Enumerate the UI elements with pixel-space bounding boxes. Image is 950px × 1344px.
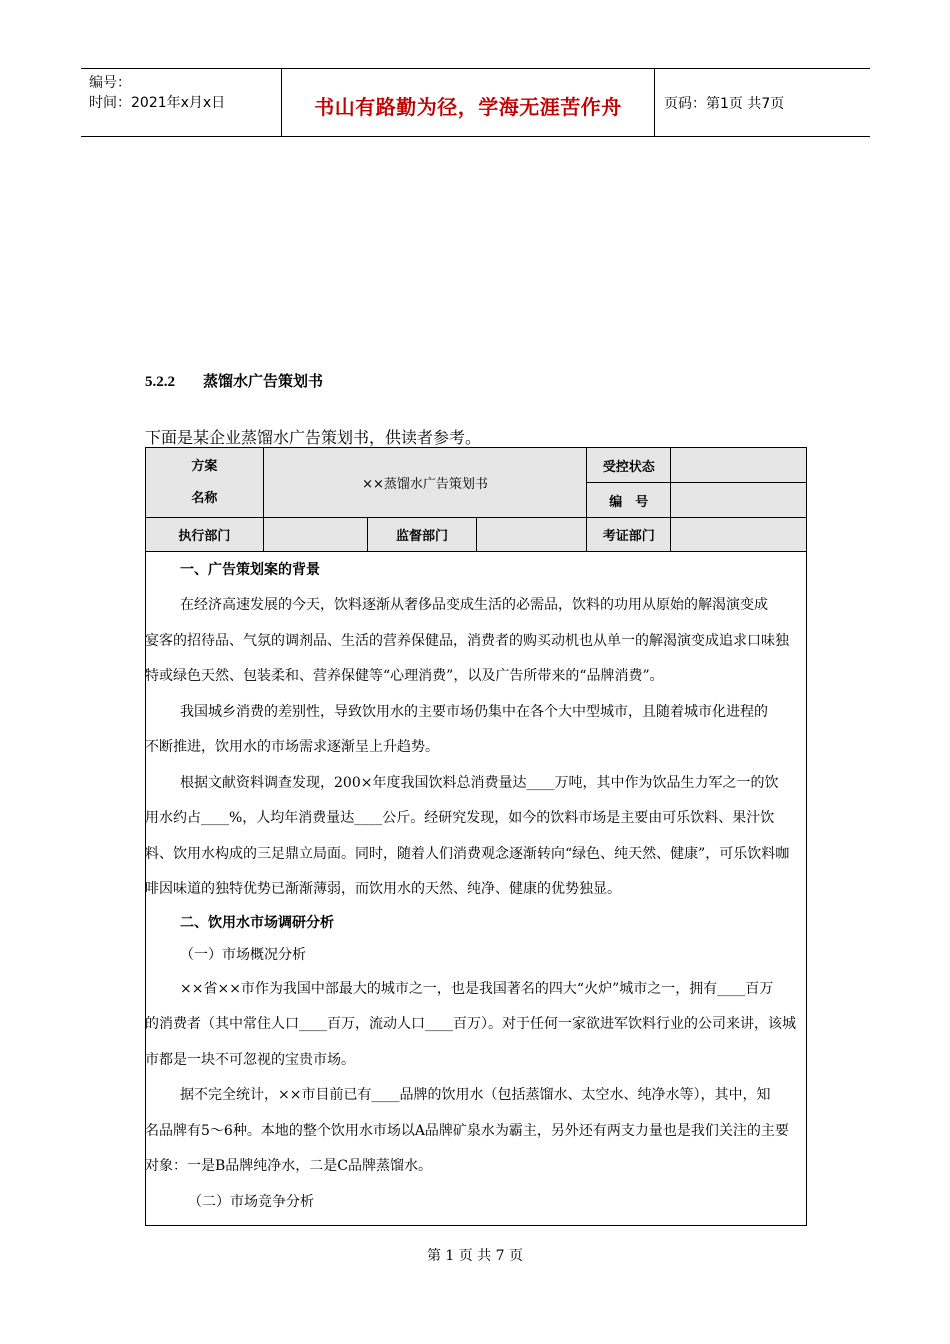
paragraph-1-rest: 宴客的招待品、气氛的调剂品、生活的营养保健品，消费者的购买动机也从单一的解渴演变成追求口味独特或绿色天然、包装柔和、营养保健等“心理消费”，以及广告所带来的“品牌消费”。	[145, 632, 789, 684]
subheading-competition: （二）市场竞争分析	[188, 1193, 314, 1210]
paragraph-3	[145, 766, 802, 908]
plan-content	[145, 556, 802, 1219]
time-label: 时间：2021年x月x日	[89, 95, 226, 111]
header-page-label: 页码：第1页 共7页	[664, 96, 785, 112]
control-status-value	[671, 448, 807, 483]
section-title: 蒸馏水广告策划书	[203, 372, 324, 390]
supervise-dept-label: 监督部门	[367, 518, 477, 552]
control-status-label: 受控状态	[587, 448, 671, 483]
paragraph-5	[145, 1078, 802, 1185]
page-header	[81, 68, 870, 137]
supervise-dept-value	[477, 518, 587, 552]
paragraph-2	[145, 695, 802, 766]
section-heading	[145, 370, 323, 391]
header-meta	[89, 73, 225, 113]
paragraph-1-first-line: 在经济高速发展的今天，饮料逐渐从奢侈品变成生活的必需品，饮料的功用从原始的解渴演变成	[180, 597, 768, 613]
exec-dept-label: 执行部门	[146, 518, 264, 552]
header-divider	[654, 69, 655, 136]
paragraph-3-first-line: 根据文献资料调查发现，200×年度我国饮料总消费量达____万吨，其中作为饮品生力军之一的饮	[180, 774, 779, 791]
exec-dept-value	[263, 518, 367, 552]
paragraph-4-first-line: ××省××市作为我国中部最大的城市之一，也是我国著名的四大“火炉”城市之一，拥有____百万	[180, 980, 774, 997]
section-number: 5.2.2	[145, 374, 175, 390]
plan-label-1: 方案	[191, 458, 218, 474]
heading-background: 一、广告策划案的背景	[180, 562, 320, 578]
paragraph-1	[145, 588, 802, 695]
number-label: 编 号	[587, 483, 671, 518]
paragraph-5-rest: 名品牌有5～6种。本地的整个饮用水市场以A品牌矿泉水为霸主，另外还有两支力量也是我们关注的主要对象：一是B品牌纯净水，二是C品牌蒸馏水。	[145, 1122, 789, 1174]
intro-text: 下面是某企业蒸馏水广告策划书，供读者参考。	[145, 428, 482, 447]
verify-dept-value	[671, 518, 807, 552]
subheading-overview: （一）市场概况分析	[180, 946, 306, 963]
paragraph-4-rest: 的消费者（其中常住人口____百万，流动人口____百万）。对于任何一家欲进军饮料行业的公司来讲，该城市都是一块不可忽视的宝贵市场。	[145, 1016, 796, 1068]
paragraph-2-first-line: 我国城乡消费的差别性，导致饮用水的主要市场仍集中在各个大中型城市，且随着城市化进程的	[180, 703, 768, 720]
page-footer: 第 1 页 共 7 页	[426, 1248, 524, 1264]
header-motto: 书山有路勤为径，学海无涯苦作舟	[314, 95, 622, 119]
plan-name-value: ××蒸馏水广告策划书	[263, 448, 586, 518]
code-label: 编号：	[89, 75, 131, 91]
plan-name-label-cell	[146, 448, 264, 518]
plan-meta-table	[145, 447, 807, 552]
heading-market-analysis: 二、饮用水市场调研分析	[180, 914, 334, 931]
paragraph-4	[145, 972, 802, 1079]
verify-dept-label: 考证部门	[587, 518, 671, 552]
number-value	[671, 483, 807, 518]
paragraph-3-rest: 用水约占____%，人均年消费量达____公斤。经研究发现，如今的饮料市场是主要由可乐饮料、果汁饮料、饮用水构成的三足鼎立局面。同时，随着人们消费观念逐渐转向“绿色、纯天然、健康”，可乐饮料咖啡因味道的独特优势已渐渐薄弱，而饮用水的天然、纯净、健康的优势独显。	[145, 810, 790, 897]
paragraph-2-rest: 不断推进，饮用水的市场需求逐渐呈上升趋势。	[145, 739, 439, 755]
paragraph-5-first-line: 据不完全统计，××市目前已有____品牌的饮用水（包括蒸馏水、太空水、纯净水等），其中，知	[180, 1087, 771, 1103]
plan-label-2: 名称	[191, 490, 218, 506]
